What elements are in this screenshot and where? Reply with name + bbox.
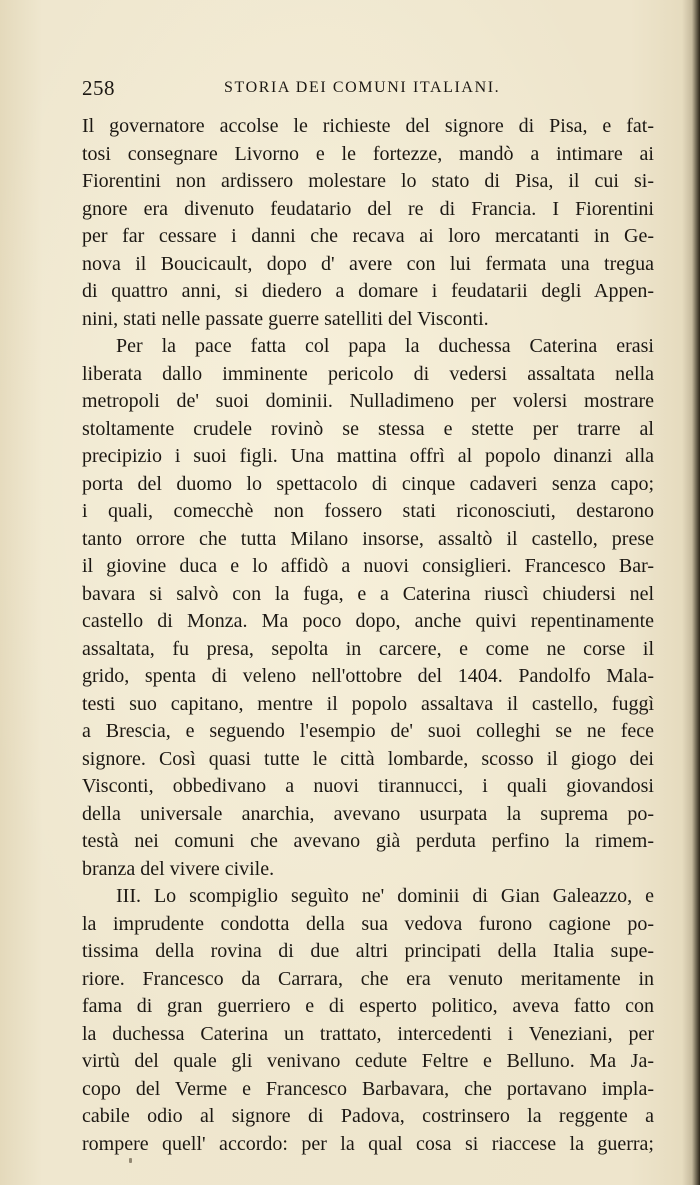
text-line: bavara si salvò con la fuga, e a Caterina riuscì chiudersi nel [82,582,654,605]
paper-speck [129,1158,132,1163]
text-line: cabile odio al signore di Padova, costrinsero la reggente a [82,1105,654,1127]
text-line: precipizio i suoi figli. Una mattina offrì al popolo dinanzi alla [82,445,654,467]
running-header [82,76,654,102]
text-line: riore. Francesco da Carrara, che era venuto meritamente in [82,967,654,990]
text-line: grido, spenta di veleno nell'ottobre del 1404. Pandolfo Mala- [82,665,654,687]
text-line: tissima della rovina di due altri principati della Italia supe- [82,940,654,962]
text-line: Visconti, obbedivano a nuovi tirannucci, i quali giovandosi [82,775,654,797]
text-line: signore. Così quasi tutte le città lombarde, scosso il giogo dei [82,747,654,770]
text-line: della universale anarchia, avevano usurpata la suprema po- [82,802,654,825]
running-title: STORIA DEI COMUNI ITALIANI. [224,79,501,96]
text-line: III. Lo scompiglio seguìto ne' dominii di Gian Galeazzo, e [116,885,654,907]
text-line: il giovine duca e lo affidò a nuovi consiglieri. Francesco Bar- [82,555,654,577]
text-line: tanto orrore che tutta Milano insorse, assaltò il castello, prese [82,527,654,550]
text-line: testà nei comuni che avevano già perduta perfino la rimem- [82,830,654,852]
text-line: stoltamente crudele rovinò se stessa e stette per trarre al [82,417,654,440]
text-line: fama di gran guerriero e di esperto politico, aveva fatto con [82,995,654,1017]
text-line: la duchessa Caterina un trattato, intercedenti i Veneziani, per [82,1022,654,1045]
text-line: a Brescia, e seguendo l'esempio de' suoi colleghi se ne fece [82,720,654,742]
body-text [82,113,654,1158]
text-line: tosi consegnare Livorno e le fortezze, mandò a intimare ai [82,142,654,165]
page-number: 258 [82,76,115,100]
text-line: per far cessare i danni che recava ai loro mercatanti in Ge- [82,225,654,247]
page-edge-shadow [682,0,700,1185]
text-line: nova il Boucicault, dopo d' avere con lui fermata una tregua [82,252,654,275]
text-line: Il governatore accolse le richieste del signore di Pisa, e fat- [82,115,654,137]
text-line: i quali, comecchè non fossero stati riconosciuti, destarono [82,500,654,522]
text-line: liberata dallo imminente pericolo di vedersi assaltata nella [82,362,654,385]
text-line: Fiorentini non ardissero molestare lo stato di Pisa, il cui si- [82,170,654,192]
paragraph-2 [82,333,654,883]
text-line: gnore era divenuto feudatario del re di Francia. I Fiorentini [82,197,654,220]
text-line: castello di Monza. Ma poco dopo, anche quivi repentinamente [82,610,654,632]
text-line: testi suo capitano, mentre il popolo assaltava il castello, fuggì [82,692,654,715]
text-line: porta del duomo lo spettacolo di cinque cadaveri senza capo; [82,472,654,495]
text-line: di quattro anni, si diedero a domare i feudatarii degli Appen- [82,280,654,302]
text-line: nini, stati nelle passate guerre satelliti del Visconti. [82,307,489,330]
text-line: copo del Verme e Francesco Barbavara, che portavano impla- [82,1077,654,1100]
text-line: rompere quell' accordo: per la qual cosa si riaccese la guerra; [82,1132,654,1155]
text-line: assaltata, fu presa, sepolta in carcere, e come ne corse il [82,637,654,660]
text-line: metropoli de' suoi dominii. Nulladimeno per volersi mostrare [82,390,654,412]
paragraph-1 [82,113,654,333]
text-line: Per la pace fatta col papa la duchessa Caterina erasi [116,335,654,357]
text-line: virtù del quale gli venivano cedute Feltre e Belluno. Ma Ja- [82,1050,654,1072]
text-line: branza del vivere civile. [82,857,275,880]
paragraph-3 [82,883,654,1158]
text-line: la imprudente condotta della sua vedova furono cagione po- [82,912,654,935]
